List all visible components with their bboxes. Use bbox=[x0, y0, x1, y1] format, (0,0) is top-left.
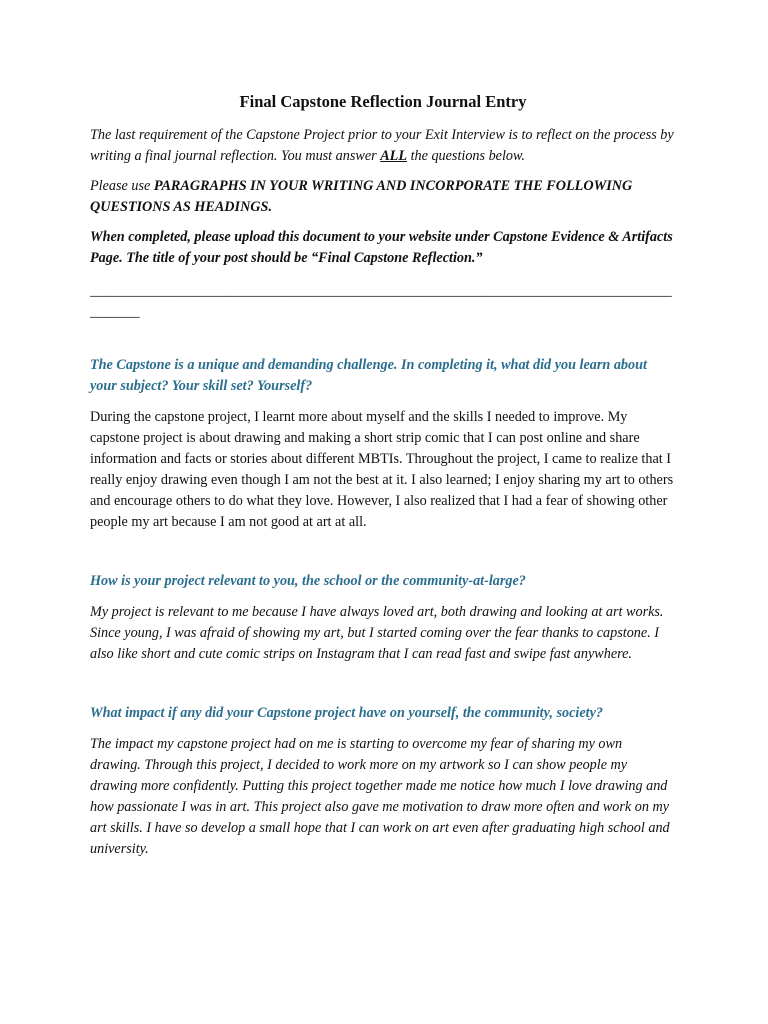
question-1: The Capstone is a unique and demanding challenge. In completing it, what did you learn about your subject? Your skill set? Yourself? bbox=[90, 356, 647, 394]
intro-text-after: the questions below. bbox=[407, 147, 525, 164]
intro-paragraph bbox=[90, 125, 676, 167]
divider-line: _________________________________________________________________________________________ bbox=[90, 282, 672, 320]
instruction-lead: Please use bbox=[90, 177, 154, 194]
section-1 bbox=[90, 355, 676, 533]
intro-emphasis: ALL bbox=[380, 147, 408, 164]
instruction-paragraph bbox=[90, 176, 676, 218]
upload-note: When completed, please upload this document to your website under Capstone Evidence & Artifacts Page. The title of your post should be “Final Capstone Reflection.” bbox=[90, 228, 673, 266]
answer-1: During the capstone project, I learnt more about myself and the skills I needed to improve. My capstone project is about drawing and making a short strip comic that I can post online and share information and facts or stories about different MBTIs. Throughout the project, I came to realize that I really enjoy drawing even though I am not the best at it. I also learned; I enjoy sharing my art to others and encourage others to do what they love. However, I also realized that I had a fear of showing other people my art because I am not good at art at all. bbox=[90, 408, 674, 530]
instruction-caps: PARAGRAPHS IN YOUR WRITING AND INCORPORATE THE FOLLOWING QUESTIONS AS HEADINGS. bbox=[90, 177, 633, 215]
intro-text-before: The last requirement of the Capstone Project prior to your Exit Interview is to reflect on the process by writing a final journal reflection. You must answer bbox=[90, 126, 674, 164]
answer-3: The impact my capstone project had on me is starting to overcome my fear of sharing my own drawing. Through this project, I decided to work more on my artwork so I can show people my drawing more confidently. Putting this project together made me notice how much I love drawing and how passionate I was in art. This project also gave me motivation to draw more often and work on my art skills. I have so develop a small hope that I can work on art even after graduating high school and university. bbox=[90, 735, 670, 857]
answer-2: My project is relevant to me because I have always loved art, both drawing and looking at art works. Since young, I was afraid of showing my art, but I started coming over the fear thanks to capstone. I also like short and cute comic strips on Instagram that I can read fast and swipe fast anywhere. bbox=[90, 603, 664, 662]
question-3: What impact if any did your Capstone project have on yourself, the community, society? bbox=[90, 704, 603, 721]
section-2 bbox=[90, 571, 676, 665]
document-title: Final Capstone Reflection Journal Entry bbox=[239, 92, 527, 111]
document-page bbox=[90, 92, 676, 860]
question-2: How is your project relevant to you, the school or the community-at-large? bbox=[90, 572, 526, 589]
section-3 bbox=[90, 703, 676, 860]
